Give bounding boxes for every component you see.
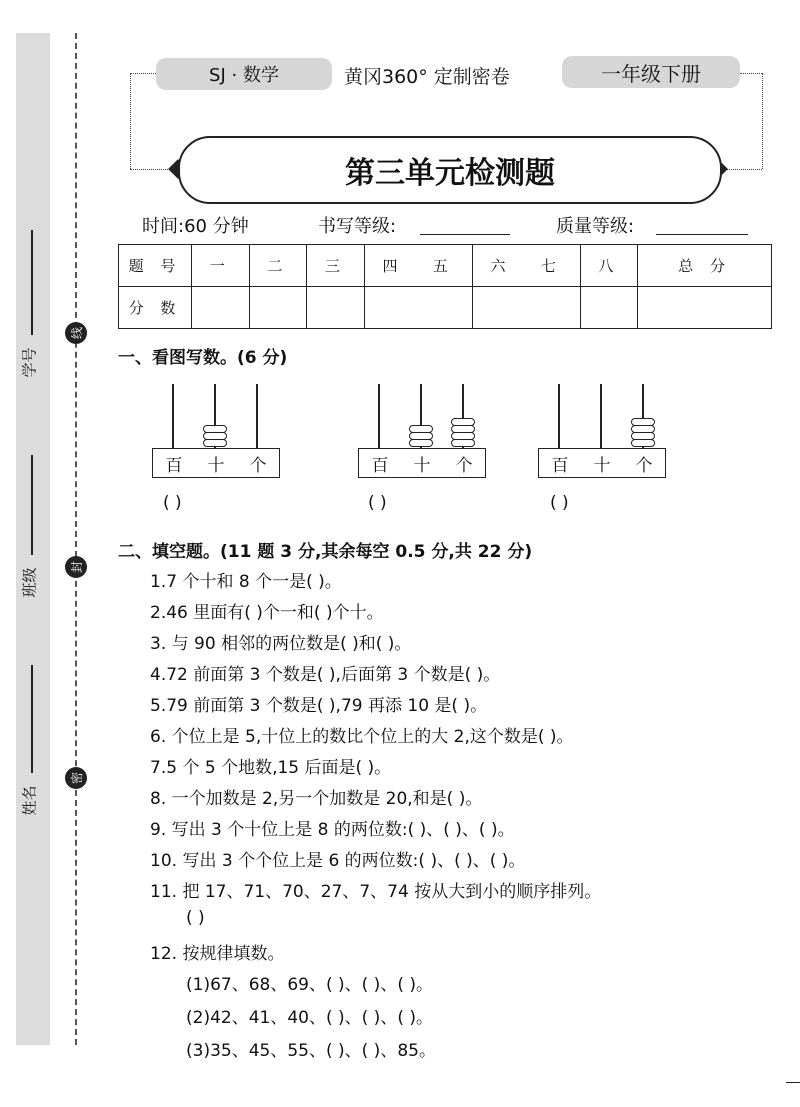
question-4: 4.72 前面第 3 个数是( ),后面第 3 个数是( )。	[150, 665, 501, 685]
name-label: 姓名	[20, 785, 39, 816]
header-dotted-right	[740, 73, 762, 74]
score-cell: 总 分	[638, 245, 772, 287]
writing-grade-blank[interactable]	[420, 234, 510, 235]
page-title: 第三单元检测题	[178, 136, 722, 204]
question-6: 6. 个位上是 5,十位上的数比个位上的大 2,这个数是( )。	[150, 727, 574, 747]
question-12: 12. 按规律填数。	[150, 944, 285, 964]
question-7: 7.5 个 5 个地数,15 后面是( )。	[150, 758, 392, 778]
class-line	[31, 455, 33, 555]
quality-grade-label: 质量等级:	[556, 216, 635, 237]
score-row-label: 分 数	[119, 287, 192, 329]
score-cell: 六	[490, 257, 512, 275]
abacus-frame	[538, 448, 666, 478]
abacus-answer-2[interactable]: ( )	[368, 493, 387, 513]
binding-dashed-line	[75, 33, 77, 1045]
question-1: 1.7 个十和 8 个一是( )。	[150, 572, 342, 592]
question-12-3: (3)35、45、55、( )、( )、85。	[186, 1041, 436, 1061]
abacus-place-label: 百	[165, 455, 183, 476]
question-5: 5.79 前面第 3 个数是( ),79 再添 10 是( )。	[150, 696, 488, 716]
abacus-rod	[378, 384, 380, 448]
score-blank[interactable]	[638, 287, 772, 329]
name-line	[31, 665, 33, 773]
abacus-answer-3[interactable]: ( )	[550, 493, 569, 513]
subject-badge: SJ · 数学	[156, 58, 332, 90]
quality-grade-blank[interactable]	[656, 234, 748, 235]
seal-secret-mark: 密	[65, 767, 87, 789]
score-cell: 三	[307, 245, 365, 287]
abacus-answer-1[interactable]: ( )	[163, 493, 182, 513]
score-cell: 八	[580, 245, 638, 287]
header-dotted-left-vertical	[130, 73, 131, 169]
header-dotted-right-vertical	[762, 73, 763, 169]
score-cell-merged	[472, 245, 580, 287]
exam-time: 时间:60 分钟	[142, 216, 249, 237]
question-2: 2.46 里面有( )个一和( )个十。	[150, 603, 384, 623]
abacus-bead	[451, 432, 475, 440]
question-11: 11. 把 17、71、70、27、7、74 按从大到小的顺序排列。	[150, 882, 602, 902]
score-blank[interactable]	[364, 287, 472, 329]
score-header-row	[119, 245, 772, 287]
question-3: 3. 与 90 相邻的两位数是( )和( )。	[150, 634, 412, 654]
student-id-label: 学号	[20, 347, 39, 378]
score-table	[118, 244, 772, 329]
abacus-bead	[631, 425, 655, 433]
question-9: 9. 写出 3 个十位上是 8 的两位数:( )、( )、( )。	[150, 820, 515, 840]
corner-mark	[786, 1082, 800, 1083]
abacus-bead	[409, 432, 433, 440]
abacus-bead	[631, 439, 655, 447]
score-cell: 一	[192, 245, 250, 287]
section2-heading: 二、填空题。(11 题 3 分,其余每空 0.5 分,共 22 分)	[118, 542, 533, 562]
abacus-frame	[358, 448, 486, 478]
abacus-place-label: 十	[413, 455, 431, 476]
question-12-2: (2)42、41、40、( )、( )、( )。	[186, 1008, 433, 1028]
abacus-place-label: 百	[551, 455, 569, 476]
seal-line-mark: 线	[65, 322, 87, 344]
abacus-place-label: 百	[371, 455, 389, 476]
score-blank[interactable]	[192, 287, 250, 329]
writing-grade-label: 书写等级:	[318, 216, 397, 237]
abacus-frame	[152, 448, 280, 478]
abacus-bead	[451, 425, 475, 433]
question-8: 8. 一个加数是 2,另一个加数是 20,和是( )。	[150, 789, 483, 809]
abacus-bead	[451, 418, 475, 426]
abacus-place-label: 个	[455, 455, 473, 476]
question-11-answer[interactable]: ( )	[186, 908, 205, 928]
header-dotted-left	[130, 73, 156, 74]
student-id-line	[31, 230, 33, 335]
score-blank[interactable]	[580, 287, 638, 329]
score-value-row	[119, 287, 772, 329]
abacus-bead	[631, 432, 655, 440]
score-blank[interactable]	[249, 287, 307, 329]
score-blank[interactable]	[472, 287, 580, 329]
abacus-place-label: 个	[635, 455, 653, 476]
series-title: 黄冈360° 定制密卷	[344, 66, 510, 88]
abacus-rod	[172, 384, 174, 448]
question-10: 10. 写出 3 个个位上是 6 的两位数:( )、( )、( )。	[150, 851, 526, 871]
abacus-rod	[256, 384, 258, 448]
grade-badge: 一年级下册	[562, 56, 740, 88]
abacus-place-label: 十	[593, 455, 611, 476]
score-cell: 五	[432, 257, 454, 275]
abacus-bead	[409, 425, 433, 433]
binding-strip	[16, 33, 50, 1045]
score-cell: 七	[540, 257, 562, 275]
section1-heading: 一、看图写数。(6 分)	[118, 348, 288, 368]
score-cell: 四	[382, 257, 404, 275]
score-cell-merged	[364, 245, 472, 287]
score-cell: 题 号	[119, 245, 192, 287]
abacus-rod	[558, 384, 560, 448]
seal-seal-mark: 封	[65, 556, 87, 578]
question-12-1: (1)67、68、69、( )、( )、( )。	[186, 975, 433, 995]
abacus-place-label: 十	[207, 455, 225, 476]
abacus-bead	[203, 425, 227, 433]
score-cell: 二	[249, 245, 307, 287]
abacus-bead	[631, 418, 655, 426]
class-label: 班级	[20, 567, 39, 598]
abacus-bead	[409, 439, 433, 447]
abacus-bead	[451, 439, 475, 447]
abacus-bead	[203, 432, 227, 440]
abacus-bead	[203, 439, 227, 447]
abacus-place-label: 个	[249, 455, 267, 476]
abacus-rod	[600, 384, 602, 448]
score-blank[interactable]	[307, 287, 365, 329]
